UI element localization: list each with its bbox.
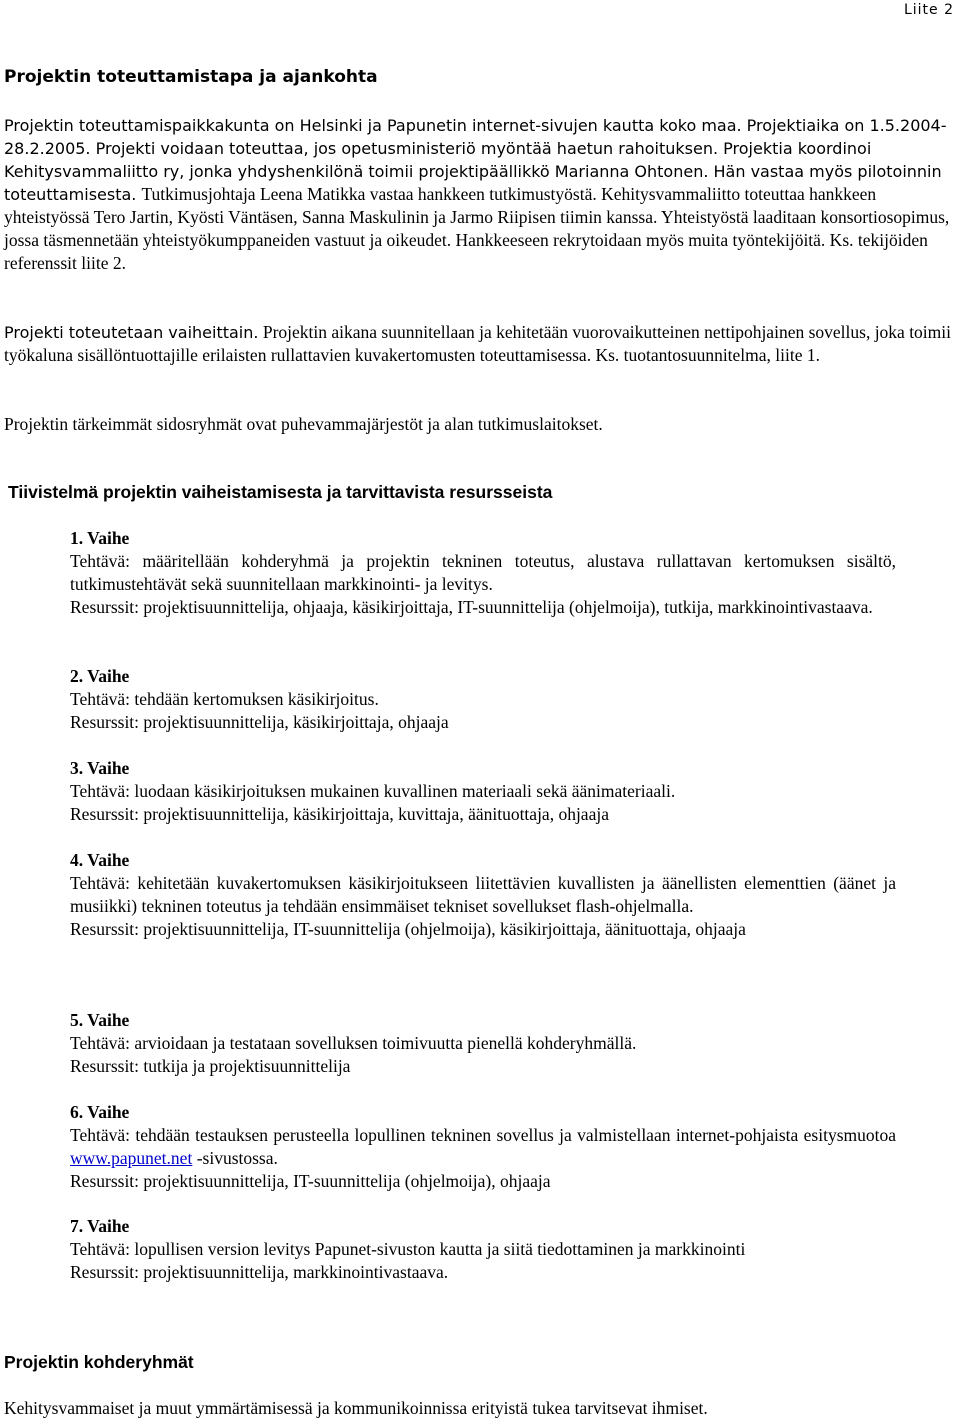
phase-resources: Resurssit: projektisuunnittelija, markkinointivastaava. — [70, 1262, 449, 1282]
phase-task: Tehtävä: luodaan käsikirjoituksen mukainen kuvallinen materiaali sekä äänimateriaali. — [70, 781, 676, 801]
phase-title: 6. Vaihe — [70, 1102, 130, 1122]
paragraph-text: Projektin aikana suunnitellaan ja kehitetään vuorovaikutteinen nettipohjainen sovellus, joka toimii työkaluna sisällöntuottajille erilaisten rullattavien kuvakertomusten toteuttamisessa. Ks. tuotantosuunnitelma, liite 1. — [4, 322, 952, 365]
paragraph-lead: Projekti toteutetaan vaiheittain. — [4, 323, 259, 342]
phase-3 — [70, 757, 896, 826]
phase-task: Tehtävä: arvioidaan ja testataan sovelluksen toimivuutta pienellä kohderyhmällä. — [70, 1033, 637, 1053]
phase-title: 5. Vaihe — [70, 1010, 130, 1030]
phase-title: 4. Vaihe — [70, 850, 130, 870]
phase-resources: Resurssit: projektisuunnittelija, käsikirjoittaja, kuvittaja, äänituottaja, ohjaaja — [70, 804, 609, 824]
phase-task: Tehtävä: lopullisen version levitys Papunet-sivuston kautta ja siitä tiedottaminen ja markkinointi — [70, 1239, 746, 1259]
section-heading-target-groups: Projektin kohderyhmät — [4, 1352, 194, 1372]
phase-task-text-end: -sivustossa. — [192, 1148, 278, 1168]
phase-task — [70, 1124, 896, 1170]
phase-task: Tehtävä: määritellään kohderyhmä ja projektin tekninen toteutus, alustava rullattavan kertomuksen sisältö, tutkimustehtävät sekä suunnitellaan markkinointi- ja levitys. — [70, 551, 896, 594]
phase-title: 2. Vaihe — [70, 666, 130, 686]
phase-7 — [70, 1215, 896, 1284]
phase-task: Tehtävä: tehdään kertomuksen käsikirjoitus. — [70, 689, 379, 709]
phase-title: 3. Vaihe — [70, 758, 130, 778]
paragraph-text: Projektin toteuttamispaikkakunta on Helsinki ja Papunetin internet-sivujen kautta koko maa. Projektiaika on 1.5.2004-28.2.2005. Projekti voidaan toteuttaa, jos opetusministeriö myöntää haetun rahoituksen. Projektia koordinoi Kehitysvammaliitto ry, jonka yhdyshenkilönä toimii projektipäällikkö Marianna Ohtonen. Hän vastaa myös pilotoinnin toteuttamisesta. — [4, 116, 947, 204]
section-heading-phases: Tiivistelmä projektin vaiheistamisesta ja tarvittavista resursseista — [8, 482, 553, 502]
phase-resources: Resurssit: projektisuunnittelija, IT-suunnittelija (ohjelmoija), käsikirjoittaja, äänituottaja, ohjaaja — [70, 919, 746, 939]
phase-title: 1. Vaihe — [70, 528, 130, 548]
phase-task: Tehtävä: kehitetään kuvakertomuksen käsikirjoitukseen liitettävien kuvallisten ja äänellisten elementtien (äänet ja musiikki) tekninen toteutus ja tehdään ensimmäiset tekniset sovellukset flash-ohjelmalla. — [70, 873, 896, 916]
phase-4 — [70, 849, 896, 941]
phase-resources: Resurssit: projektisuunnittelija, käsikirjoittaja, ohjaaja — [70, 712, 449, 732]
paragraph-phased-implementation — [4, 321, 956, 367]
phase-6 — [70, 1101, 896, 1193]
phase-resources: Resurssit: tutkija ja projektisuunnittelija — [70, 1056, 351, 1076]
phase-task-text: Tehtävä: tehdään testauksen perusteella lopullinen tekninen sovellus ja valmistellaan internet-pohjaista esitysmuotoa — [70, 1125, 896, 1145]
phase-title: 7. Vaihe — [70, 1216, 130, 1236]
phase-resources: Resurssit: projektisuunnittelija, ohjaaja, käsikirjoittaja, IT-suunnittelija (ohjelmoija), tutkija, markkinointivastaava. — [70, 597, 873, 617]
phase-resources: Resurssit: projektisuunnittelija, IT-suunnittelija (ohjelmoija), ohjaaja — [70, 1171, 551, 1191]
section-heading-implementation: Projektin toteuttamistapa ja ajankohta — [4, 67, 378, 87]
phase-2 — [70, 665, 896, 734]
paragraph-target-groups: Kehitysvammaiset ja muut ymmärtämisessä ja kommunikoinnissa erityistä tukea tarvitsevat ihmiset. — [4, 1398, 708, 1418]
phase-1 — [70, 527, 896, 619]
phase-5 — [70, 1009, 896, 1078]
paragraph-text-continued: Tutkimusjohtaja Leena Matikka vastaa hankkeen tutkimustyöstä. Kehitysvammaliitto toteuttaa hankkeen yhteistyössä Tero Jartin, Kyösti Väntäsen, Sanna Maskulinin ja Jarmo Riipisen tiimin kanssa. Yhteistyöstä laaditaan konsortiosopimus, jossa täsmennetään yhteistyökumppaneiden vastuut ja oikeudet. Hankkeeseen rekrytoidaan myös muita työntekijöitä. Ks. tekijöiden referenssit liite 2. — [4, 184, 950, 273]
papunet-link[interactable]: www.papunet.net — [70, 1148, 193, 1168]
appendix-label: Liite 2 — [903, 2, 954, 18]
paragraph-stakeholders: Projektin tärkeimmät sidosryhmät ovat puhevammajärjestöt ja alan tutkimuslaitokset. — [4, 414, 603, 434]
paragraph-location-and-schedule — [4, 114, 956, 275]
